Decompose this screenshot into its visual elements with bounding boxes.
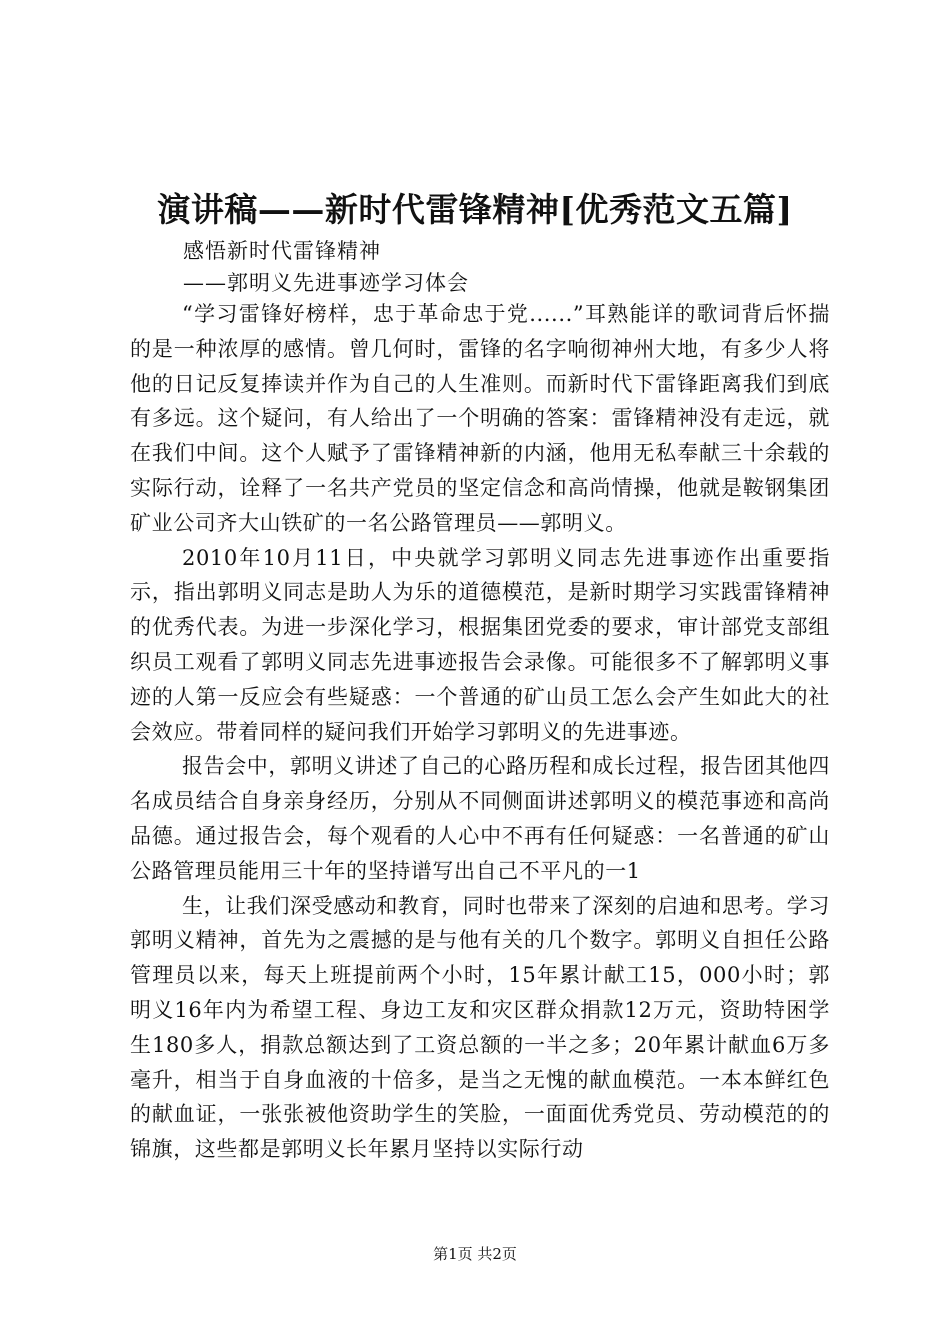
body-paragraph-1: “学习雷锋好榜样，忠于革命忠于党......”耳熟能详的歌词背后怀揣的是一种浓厚的感情。曾几何时，雷锋的名字响彻神州大地，有多少人将他的日记反复捧读并作为自己的人生准则。而新时代下雷锋距离我们到底有多远。这个疑问，有人给出了一个明确的答案：雷锋精神没有走远，就在我们中间。这个人赋予了雷锋精神新的内涵，他用无私奉献三十余载的实际行动，诠释了一名共产党员的坚定信念和高尚情操，他就是鞍钢集团矿业公司齐大山铁矿的一名公路管理员——郭明义。 — [130, 302, 830, 535]
document-subtitle-author: ——郭明义先进事迹学习体会 — [183, 271, 469, 295]
body-paragraph-2: 2010年10月11日，中央就学习郭明义同志先进事迹作出重要指示，指出郭明义同志是助人为乐的道德模范，是新时期学习实践雷锋精神的优秀代表。为进一步深化学习，根据集团党委的要求，审计部党支部组织员工观看了郭明义同志先进事迹报告会录像。可能很多不了解郭明义事迹的人第一反应会有些疑惑：一个普通的矿山员工怎么会产生如此大的社会效应。带着同样的疑问我们开始学习郭明义的先进事迹。 — [130, 545, 830, 744]
body-paragraph-4: 生，让我们深受感动和教育，同时也带来了深刻的启迪和思考。学习郭明义精神，首先为之震撼的是与他有关的几个数字。郭明义自担任公路管理员以来，每天上班提前两个小时，15年累计献工15，000小时；郭明义16年内为希望工程、身边工友和灾区群众捐款12万元，资助特困学生180多人，捐款总额达到了工资总额的一半之多；20年累计献血6万多毫升，相当于自身血液的十倍多，是当之无愧的献血模范。一本本鲜红色的献血证，一张张被他资助学生的笑脸，一面面优秀党员、劳动模范的的锦旗，这些都是郭明义长年累月坚持以实际行动 — [130, 893, 830, 1162]
document-title: 演讲稿——新时代雷锋精神[优秀范文五篇] — [157, 190, 793, 229]
body-paragraph-3: 报告会中，郭明义讲述了自己的心路历程和成长过程，报告团其他四名成员结合自身亲身经历，分别从不同侧面讲述郭明义的模范事迹和高尚品德。通过报告会，每个观看的人心中不再有任何疑惑：一名普通的矿山公路管理员能用三十年的坚持谱写出自己不平凡的一1 — [130, 754, 830, 883]
page-footer: 第1页 共2页 — [433, 1245, 517, 1263]
document-body — [130, 297, 830, 1167]
document-subtitle: 感悟新时代雷锋精神 — [183, 239, 381, 263]
